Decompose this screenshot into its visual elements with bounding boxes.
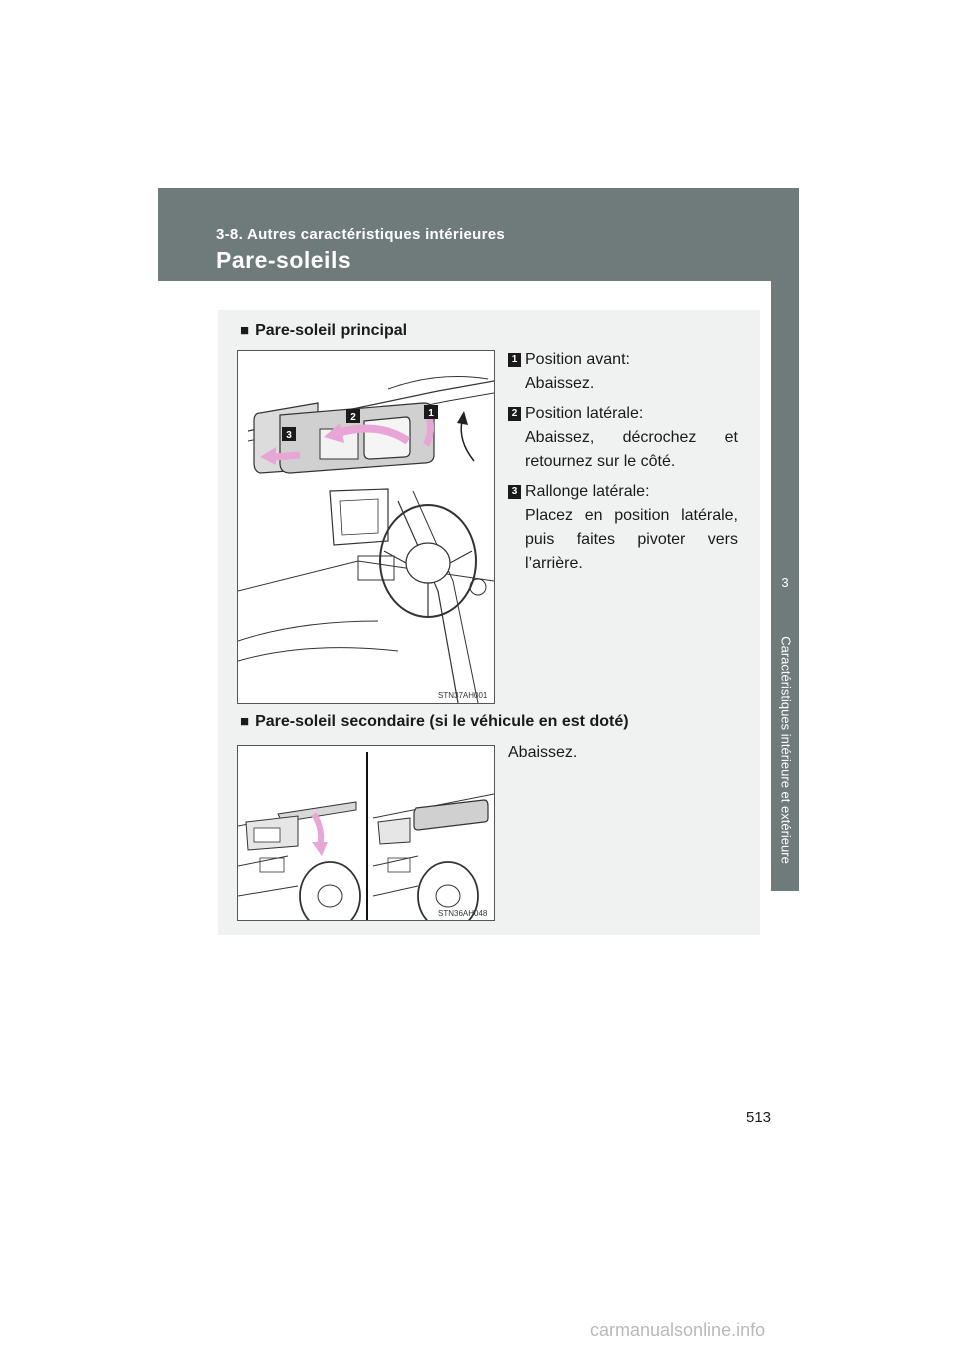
main-visor-illustration [237,350,495,704]
step-label: Position avant: [525,351,630,368]
secondary-visor-heading [240,713,629,731]
svg-text:2: 2 [350,412,356,423]
step-description: Abaissez, décrochez et retournez sur le côté. [525,429,738,470]
main-visor-drawing [238,351,494,703]
step-number-badge: 3 [508,485,521,499]
svg-text:1: 1 [428,408,434,419]
secondary-visor-heading-text: Pare-soleil secondaire (si le véhicule en est doté) [255,713,629,730]
page-number: 513 [746,1109,772,1126]
step-description: Abaissez. [525,375,595,392]
main-figure-code: STN37AH001 [438,691,488,700]
step-label: Position latérale: [525,405,644,422]
step-item [508,348,738,396]
bullet-square-icon: ■ [240,322,250,339]
step-description: Placez en position latérale, puis faites pivoter vers l’arrière. [525,507,738,572]
svg-text:3: 3 [286,430,292,441]
secondary-visor-drawing [238,746,494,920]
bullet-square-icon: ■ [240,713,250,730]
secondary-visor-illustration [237,745,495,921]
step-item [508,480,738,576]
step-number-badge: 1 [508,353,521,367]
step-number-badge: 2 [508,407,521,421]
page-title: Pare-soleils [216,247,352,273]
chapter-label: Caractéristiques intérieure et extérieure [778,636,794,864]
chapter-number: 3 [781,575,789,590]
main-visor-heading-text: Pare-soleil principal [255,322,408,339]
step-item [508,402,738,474]
section-title: 3-8. Autres caractéristiques intérieures [216,226,506,243]
watermark: carmanualsonline.info [590,1320,766,1340]
chapter-header [158,188,799,281]
step-label: Rallonge latérale: [525,483,650,500]
secondary-figure-code: STN36AH048 [438,909,488,918]
secondary-visor-note: Abaissez. [508,744,578,761]
main-visor-steps [508,348,738,582]
main-visor-heading [240,322,407,340]
